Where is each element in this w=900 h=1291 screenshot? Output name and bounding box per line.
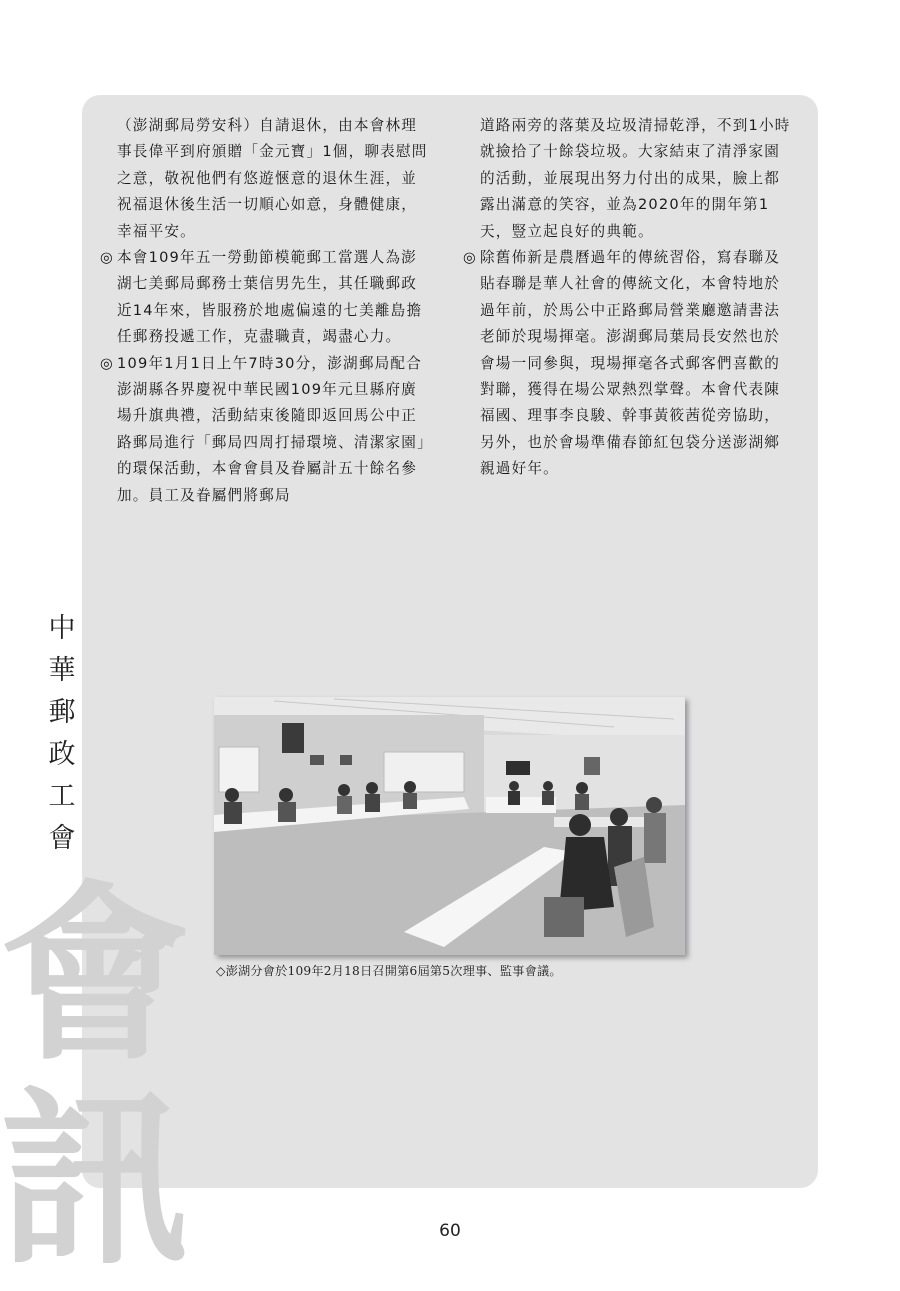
- title-char: 工: [48, 781, 76, 812]
- left-paragraph-2-text: 本會109年五一勞動節模範郵工當選人為澎湖七美郵局郵務士葉信男先生，其任職郵政近14年來，皆服務於地處偏遠的七美離島擔任郵務投遞工作，克盡職責，竭盡心力。: [117, 249, 423, 346]
- photo-caption: ◇澎湖分會於109年2月18日召開第6屆第5次理事、監事會議。: [216, 964, 562, 978]
- watermark-char-1: 會: [0, 863, 191, 1086]
- title-char: 郵: [48, 697, 76, 728]
- vertical-union-title: [44, 608, 80, 860]
- title-char: 政: [48, 739, 76, 770]
- watermark-char-2: 訊: [0, 1068, 191, 1291]
- bullet-mark: ◎: [463, 249, 477, 267]
- left-text-column: [100, 113, 430, 509]
- meeting-photo: [214, 697, 685, 955]
- title-char: 華: [48, 655, 76, 686]
- right-paragraph-1: 道路兩旁的落葉及垃圾清掃乾淨，不到1小時就撿拾了十餘袋垃圾。大家結束了清淨家園的活動，並展現出努力付出的成果，臉上都露出滿意的笑容，並為2020年的開年第1天，豎立起良好的典範。: [480, 117, 791, 240]
- bullet-mark: ◎: [100, 249, 114, 267]
- title-char: 會: [48, 823, 76, 854]
- page-number: 60: [439, 1221, 461, 1241]
- meeting-room-illustration: [214, 697, 685, 955]
- right-text-column: [463, 113, 793, 483]
- title-char: 中: [48, 613, 76, 644]
- left-paragraph-3: [100, 351, 430, 509]
- left-paragraph-1: （澎湖郵局勞安科）自請退休，由本會林理事長偉平到府頒贈「金元寶」1個，聊表慰問之意，敬祝他們有悠遊愜意的退休生涯，並祝福退休後生活一切順心如意，身體健康，幸福平安。: [117, 117, 428, 240]
- bullet-mark: ◎: [100, 354, 114, 372]
- left-paragraph-2: [100, 245, 430, 351]
- right-paragraph-2-text: 除舊佈新是農曆過年的傳統習俗，寫春聯及貼春聯是華人社會的傳統文化，本會特地於過年前，於馬公中正路郵局營業廳邀請書法老師於現場揮毫。澎湖郵局葉局長安然也於會場一同參與，現場揮毫各式郵客們喜歡的對聯，獲得在場公眾熱烈掌聲。本會代表陳福國、理事李良駿、幹事黃筱茜從旁協助，另外，也於會場準備春節紅包袋分送澎湖鄉親過好年。: [480, 249, 781, 478]
- right-paragraph-2: [463, 245, 793, 483]
- left-paragraph-3-text: 109年1月1日上午7時30分，澎湖郵局配合澎湖縣各界慶祝中華民國109年元旦縣府廣場升旗典禮，活動結束後隨即返回馬公中正路郵局進行「郵局四周打掃環境、清潔家園」的環保活動，本會會員及眷屬計五十餘名參加。員工及眷屬們將郵局: [117, 354, 426, 504]
